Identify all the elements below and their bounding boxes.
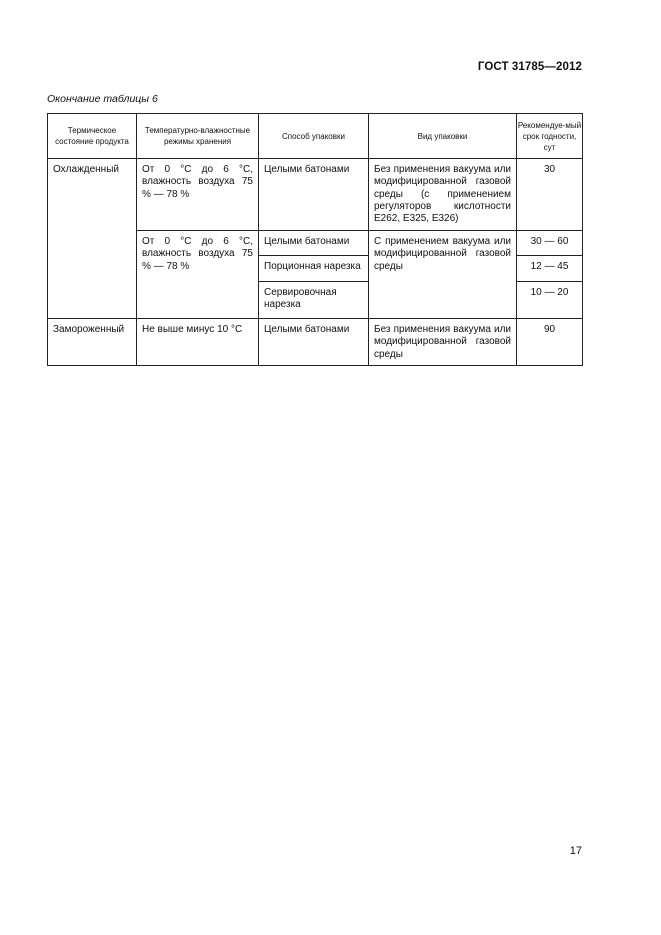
table-cell bbox=[259, 282, 369, 319]
table-caption: Окончание таблицы 6 bbox=[47, 93, 158, 105]
column-header-packing-type: Вид упаковки bbox=[369, 114, 517, 159]
table-cell bbox=[517, 159, 583, 231]
column-header-packing-method: Способ упаковки bbox=[259, 114, 369, 159]
shelf-life-value: 30 — 60 bbox=[530, 236, 569, 247]
shelf-life-value: 30 bbox=[543, 164, 556, 175]
table-cell bbox=[517, 282, 583, 319]
table-cell bbox=[48, 159, 137, 319]
page-number: 17 bbox=[569, 845, 582, 857]
table-cell bbox=[517, 231, 583, 256]
packing-type-vacuum: С применением вакуума или модифицированной газовой среды bbox=[374, 236, 511, 272]
packing-type-no-vacuum-acid: Без применения вакуума или модифицированной газовой среды (с применением регуляторов кислотности Е262, Е325, Е326) bbox=[374, 164, 511, 225]
table-cell bbox=[517, 319, 583, 366]
packing-method-whole: Целыми батонами bbox=[264, 236, 350, 247]
table-cell bbox=[369, 319, 517, 366]
thermal-state-chilled: Охлажденный bbox=[53, 164, 119, 175]
storage-table bbox=[47, 113, 583, 366]
packing-method-whole: Целыми батонами bbox=[264, 324, 350, 335]
standard-header: ГОСТ 31785—2012 bbox=[477, 61, 582, 73]
table-cell bbox=[48, 319, 137, 366]
table-cell bbox=[259, 159, 369, 231]
table-cell bbox=[369, 159, 517, 231]
table-cell bbox=[517, 256, 583, 282]
packing-method-serving: Сервировочная нарезка bbox=[264, 287, 337, 311]
column-header-shelf-life: Рекомендуе-мый срок годности, сут bbox=[517, 114, 583, 159]
table-row bbox=[48, 159, 583, 231]
table-cell bbox=[259, 319, 369, 366]
table-row bbox=[48, 319, 583, 366]
table-cell bbox=[137, 159, 259, 231]
shelf-life-value: 10 — 20 bbox=[530, 287, 569, 298]
storage-regime-chilled: От 0 °С до 6 °С, влажность воздуха 75 % — 78 % bbox=[142, 164, 253, 200]
table-cell bbox=[137, 319, 259, 366]
packing-method-portion: Порционная нарезка bbox=[264, 261, 361, 272]
table-cell bbox=[137, 231, 259, 319]
table-cell bbox=[369, 231, 517, 319]
shelf-life-value: 90 bbox=[543, 324, 556, 335]
storage-regime-chilled: От 0 °С до 6 °С, влажность воздуха 75 % — 78 % bbox=[142, 236, 253, 272]
packing-method-whole: Целыми батонами bbox=[264, 164, 350, 175]
table-header-row bbox=[48, 114, 583, 159]
table-cell bbox=[259, 256, 369, 282]
storage-regime-frozen: Не выше минус 10 °С bbox=[142, 324, 243, 335]
packing-type-no-vacuum: Без применения вакуума или модифицированной газовой среды bbox=[374, 324, 511, 360]
thermal-state-frozen: Замороженный bbox=[53, 324, 125, 335]
table-cell bbox=[259, 231, 369, 256]
column-header-thermal-state: Термическое состояние продукта bbox=[48, 114, 137, 159]
column-header-storage-regime: Температурно-влажностные режимы хранения bbox=[137, 114, 259, 159]
shelf-life-value: 12 — 45 bbox=[530, 261, 569, 272]
